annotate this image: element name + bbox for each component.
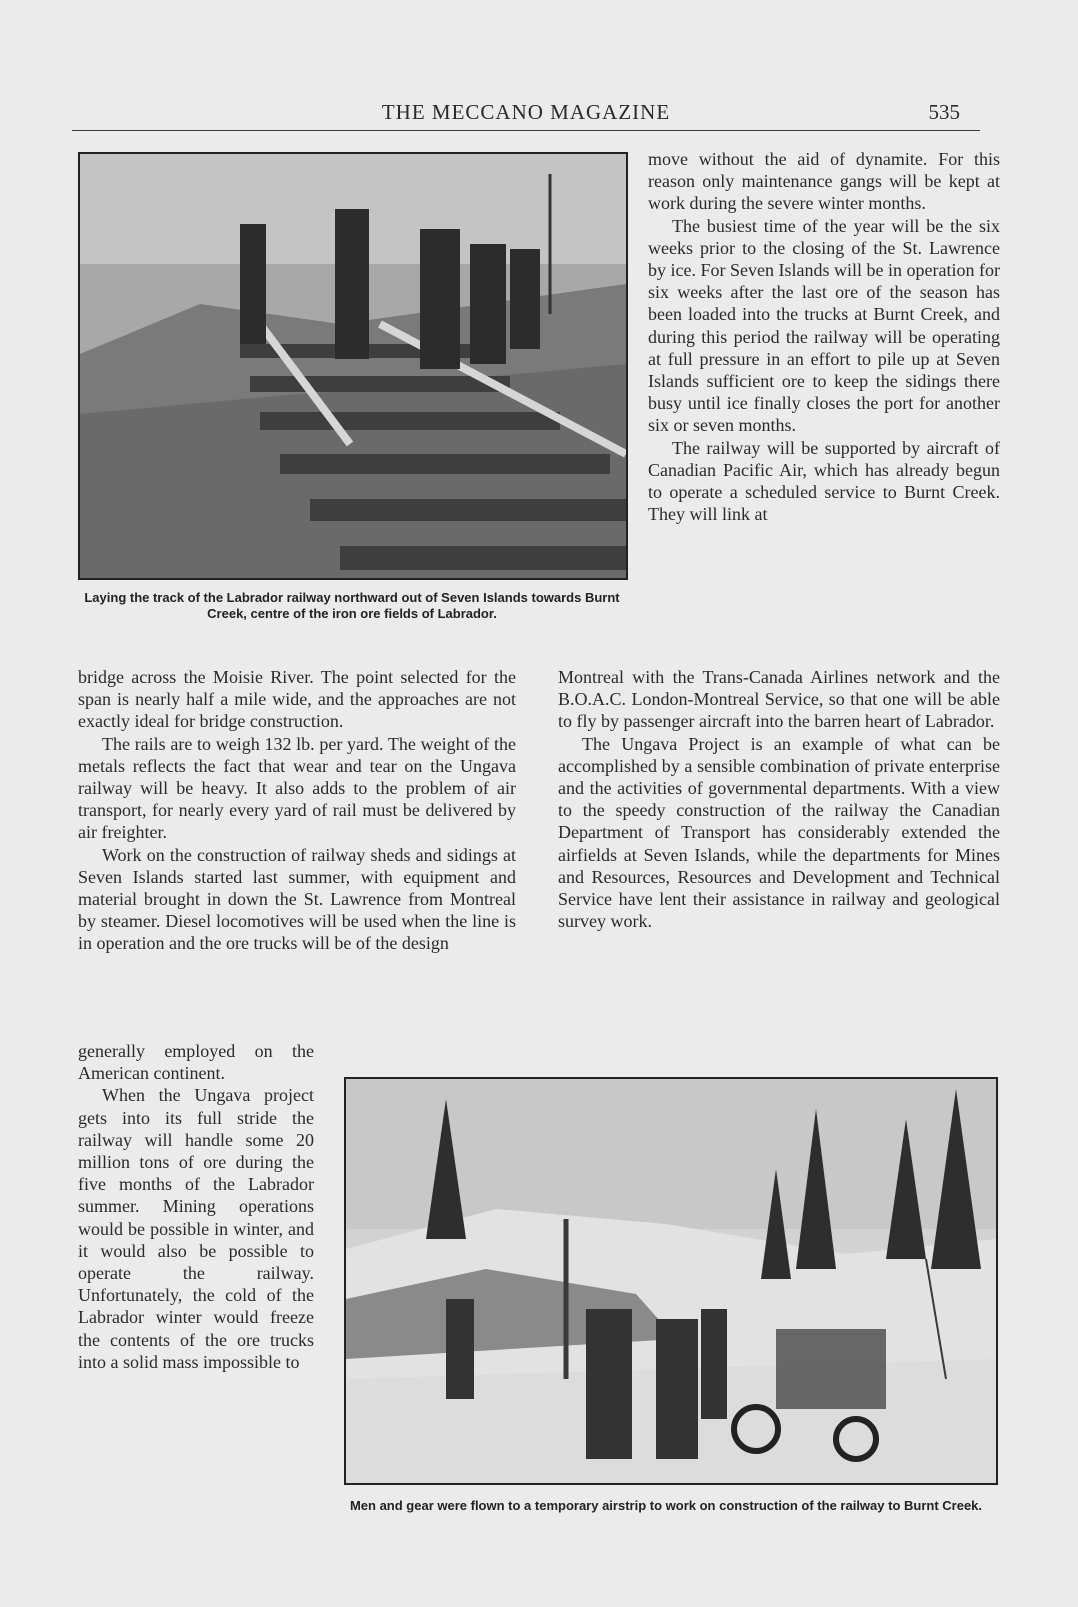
bottom-photo-caption: Men and gear were flown to a temporary airstrip to work on construction of the railway to Burnt Creek. (349, 1498, 983, 1513)
paragraph: Montreal with the Trans-Canada Airlines network and the B.O.A.C. London-Montreal Service, so that one will be able to fly by passenger aircraft into the barren heart of Labrador. (558, 667, 1000, 732)
paragraph: The railway will be supported by aircraft of Canadian Pacific Air, which has already begun to operate a scheduled service to Burnt Creek. They will link at (648, 437, 1000, 525)
page-header (72, 96, 980, 131)
article-right-middle (558, 666, 1000, 932)
paragraph: The Ungava Project is an example of what can be accomplished by a sensible combination of private enterprise and the activities of governmental departments. With a view to the speedy construction of the railway the Canadian Department of Transport has considerably extended the airfields at Seven Islands, while the departments for Mines and Resources, Resources and Development and Technical Service have lent their assistance in railway and geological survey work. (558, 733, 1000, 932)
top-photo-caption: Laying the track of the Labrador railway northward out of Seven Islands towards Burnt Creek, centre of the iron ore fields of Labrador. (84, 590, 620, 621)
photo-track-laying (78, 152, 628, 580)
paragraph: Work on the construction of railway sheds and sidings at Seven Islands started last summer, with equipment and material brought in down the St. Lawrence from Montreal by steamer. Diesel locomotives will be used when the line is in operation and the ore trucks will be of the design (78, 844, 516, 954)
paragraph: The rails are to weigh 132 lb. per yard. The weight of the metals reflects the fact that wear and tear on the Ungava railway will be heavy. It also adds to the problem of air transport, for nearly every yard of rail must be delivered by air freighter. (78, 733, 516, 843)
magazine-title: THE MECCANO MAGAZINE (381, 100, 671, 124)
paragraph: generally employed on the American continent. (78, 1041, 314, 1084)
paragraph: The busiest time of the year will be the six weeks prior to the closing of the St. Lawrence by ice. For Seven Islands will be in operation for six weeks after the last ore of the season has been loaded into the trucks at Burnt Creek, and during this period the railway will be operating at full pressure in an effort to pile up at Seven Islands sufficient ore to keep the sidings there busy until ice finally closes the port for another six or seven months. (648, 215, 1000, 436)
paragraph: When the Ungava project gets into its full stride the railway will handle some 20 million tons of ore during the five months of the Labrador summer. Mining operations would be possible in winter, and it would also be possible to operate the railway. Unfortunately, the cold of the Labrador winter would freeze the contents of the ore trucks into a solid mass impossible to (78, 1085, 314, 1372)
article-left-middle (78, 666, 516, 955)
article-right-top (648, 148, 1000, 525)
article-left-bottom (78, 1040, 314, 1373)
photo-airstrip-crew (344, 1077, 998, 1485)
page-number: 535 (928, 100, 960, 124)
paragraph: bridge across the Moisie River. The point selected for the span is nearly half a mile wide, and the approaches are not exactly ideal for bridge construction. (78, 667, 516, 732)
paragraph: move without the aid of dynamite. For this reason only maintenance gangs will be kept at work during the severe winter months. (648, 149, 1000, 214)
